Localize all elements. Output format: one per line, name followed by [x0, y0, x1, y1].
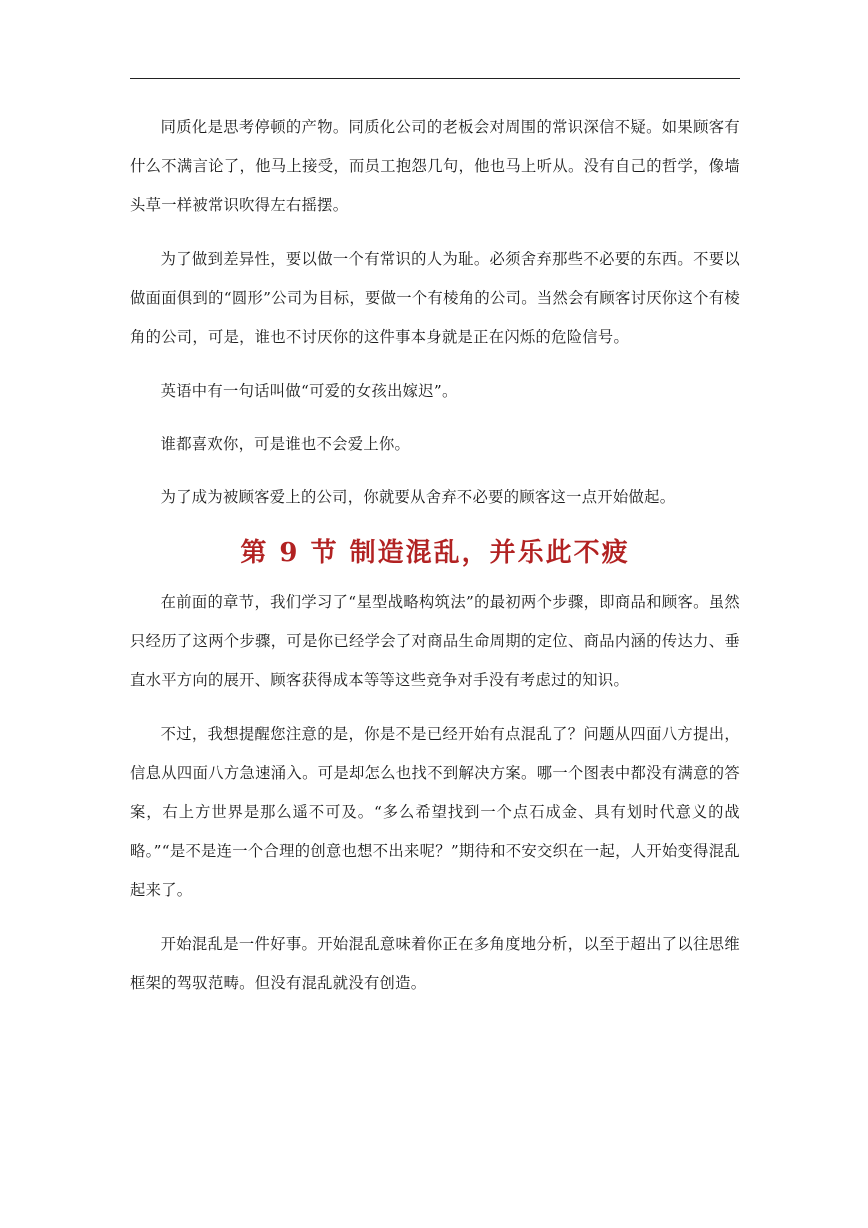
paragraph-be-loved-company: 为了成为被顾客爱上的公司，你就要从舍弃不必要的顾客这一点开始做起。	[160, 488, 676, 506]
paragraph-english-saying: 英语中有一句话叫做“可爱的女孩出嫁迟”。	[160, 382, 458, 400]
paragraph-confusion-is-good: 开始混乱是一件好事。开始混乱意味着你正在多角度地分析，以至于超出了以往思维框架的驾驭范畴。但没有混乱就没有创造。	[130, 935, 740, 992]
paragraph-everyone-likes-you: 谁都喜欢你，可是谁也不会爱上你。	[160, 435, 411, 453]
document-body	[130, 108, 740, 1018]
header-rule	[130, 78, 740, 79]
paragraph-star-strategy: 在前面的章节，我们学习了“星型战略构筑法”的最初两个步骤，即商品和顾客。虽然只经历了这两个步骤，可是你已经学会了对商品生命周期的定位、商品内涵的传达力、垂直水平方向的展开、顾客获得成本等等这些竞争对手没有考虑过的知识。	[130, 593, 740, 689]
paragraph-differentiation: 为了做到差异性，要以做一个有常识的人为耻。必须舍弃那些不必要的东西。不要以做面面俱到的“圆形”公司为目标，要做一个有棱角的公司。当然会有顾客讨厌你这个有棱角的公司，可是，谁也不讨厌你的这件事本身就是正在闪烁的危险信号。	[130, 250, 740, 346]
section-heading: 第 9 节 制造混乱，并乐此不疲	[240, 538, 630, 568]
paragraph-confusion: 不过，我想提醒您注意的是，你是不是已经开始有点混乱了？问题从四面八方提出，信息从四面八方急速涌入。可是却怎么也找不到解决方案。哪一个图表中都没有满意的答案，右上方世界是那么遥不可及。“多么希望找到一个点石成金、具有划时代意义的战略。”“是不是连一个合理的创意也想不出来呢？”期待和不安交织在一起，人开始变得混乱起来了。	[130, 725, 740, 899]
paragraph-homogenization: 同质化是思考停顿的产物。同质化公司的老板会对周围的常识深信不疑。如果顾客有什么不满言论了，他马上接受，而员工抱怨几句，他也马上听从。没有自己的哲学，像墙头草一样被常识吹得左右摇摆。	[130, 118, 740, 214]
